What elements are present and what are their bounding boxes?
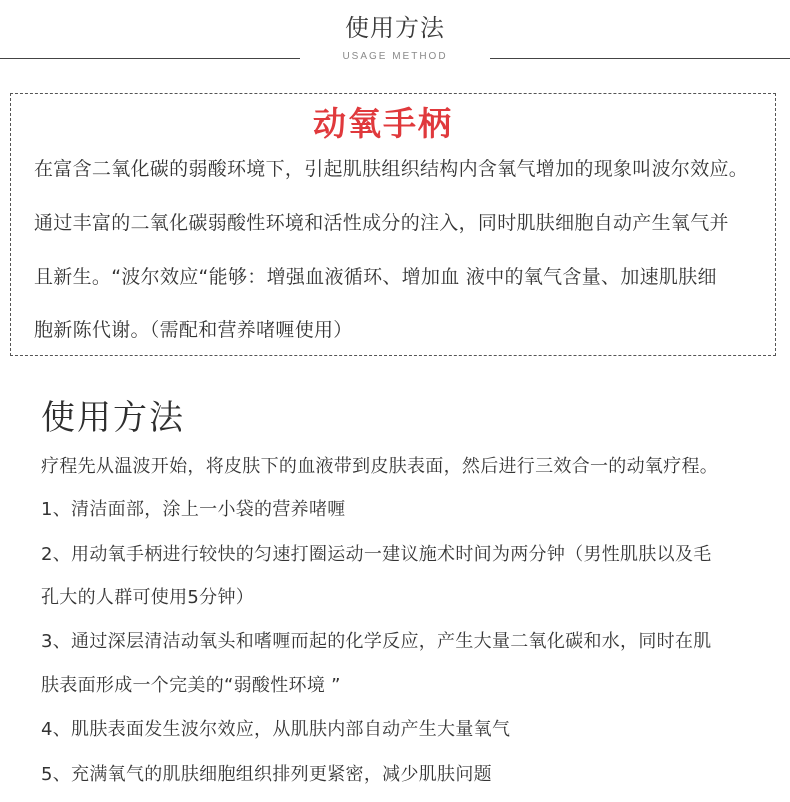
- step-line: 疗程先从温波开始，将皮肤下的血液带到皮肤表面，然后进行三效合一的动氧疗程。: [41, 456, 719, 477]
- section-title: 使用方法: [41, 398, 185, 438]
- intro-box-title: 动氧手柄: [313, 104, 453, 143]
- step-line: 肤表面形成一个完美的“弱酸性环境 ”: [41, 675, 341, 696]
- header-title: 使用方法: [345, 14, 445, 42]
- step-line: 3、通过深层清洁动氧头和嗜喱而起的化学反应，产生大量二氧化碳和水，同时在肌: [41, 631, 712, 652]
- step-line: 4、肌肤表面发生波尔效应，从肌肤内部自动产生大量氧气: [41, 719, 511, 740]
- step-line: 5、充满氧气的肌肤细胞组织排列更紧密，减少肌肤问题: [41, 764, 492, 785]
- header-subtitle: USAGE METHOD: [342, 51, 448, 62]
- intro-line: 胞新陈代谢。（需配和营养啫喱使用）: [34, 319, 353, 341]
- intro-line: 在富含二氧化碳的弱酸环境下，引起肌肤组织结构内含氧气增加的现象叫波尔效应。: [34, 158, 749, 180]
- step-line: 孔大的人群可使用5分钟）: [41, 587, 255, 608]
- step-line: 2、用动氧手柄进行较快的匀速打圈运动一建议施术时间为两分钟（男性肌肤以及毛: [41, 544, 712, 565]
- intro-line: 通过丰富的二氧化碳弱酸性环境和活性成分的注入，同时肌肤细胞自动产生氧气并: [34, 212, 729, 234]
- step-line: 1、清洁面部，涂上一小袋的营养啫喱: [41, 499, 346, 520]
- intro-line: 且新生。“波尔效应“能够：增强血液循环、增加血 液中的氧气含量、加速肌肤细: [34, 266, 717, 288]
